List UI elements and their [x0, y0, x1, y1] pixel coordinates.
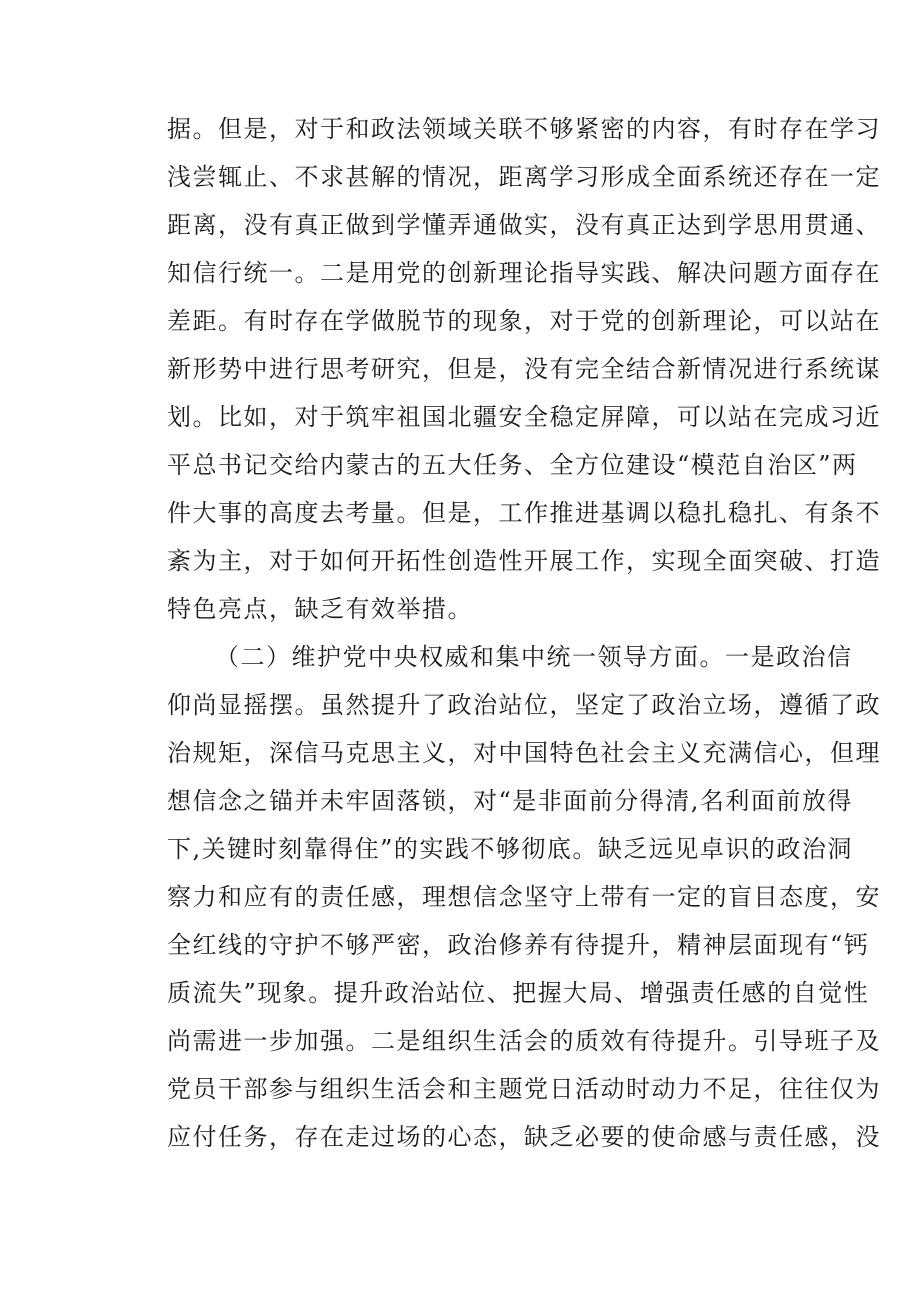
- section-heading-line: （二）维护党中央权威和集中统一领导方面。一是政治信: [215, 643, 853, 671]
- text-line: 质流失”现象。提升政治站位、把握大局、增强责任感的自觉性: [167, 979, 870, 1007]
- text-line: 尚需进一步加强。二是组织生活会的质效有待提升。引导班子及: [167, 1027, 881, 1055]
- text-line: 据。但是，对于和政法领域关联不够紧密的内容，有时存在学习: [167, 115, 881, 143]
- text-line: 紊为主，对于如何开拓性创造性开展工作，实现全面突破、打造: [167, 547, 881, 575]
- text-line: 仰尚显摇摆。虽然提升了政治站位，坚定了政治立场，遵循了政: [167, 691, 881, 719]
- text-line: 治规矩，深信马克思主义，对中国特色社会主义充满信心，但理: [167, 739, 881, 767]
- text-line: 全红线的守护不够严密，政治修养有待提升，精神层面现有“钙: [167, 931, 870, 959]
- text-line: 想信念之锚并未牢固落锁，对“是非面前分得清,名利面前放得: [167, 787, 853, 815]
- text-line: 差距。有时存在学做脱节的现象，对于党的创新理论，可以站在: [167, 307, 881, 335]
- text-line: 知信行统一。二是用党的创新理论指导实践、解决问题方面存在: [167, 259, 881, 287]
- text-line: 距离，没有真正做到学懂弄通做实，没有真正达到学思用贯通、: [167, 211, 881, 239]
- text-line: 件大事的高度去考量。但是，工作推进基调以稳扎稳扎、有条不: [167, 499, 881, 527]
- text-line: 浅尝辄止、不求甚解的情况，距离学习形成全面系统还存在一定: [167, 163, 881, 191]
- text-line: 平总书记交给内蒙古的五大任务、全方位建设“模范自治区”两: [167, 451, 858, 479]
- text-line: 新形势中进行思考研究，但是，没有完全结合新情况进行系统谋: [167, 355, 881, 383]
- text-line: 划。比如，对于筑牢祖国北疆安全稳定屏障，可以站在完成习近: [167, 403, 881, 431]
- text-line: 特色亮点，缺乏有效举措。: [167, 595, 473, 623]
- text-line: 党员干部参与组织生活会和主题党日活动时动力不足，往往仅为: [167, 1075, 881, 1103]
- text-line: 察力和应有的责任感，理想信念坚守上带有一定的盲目态度，安: [167, 883, 881, 911]
- text-line: 应付任务，存在走过场的心态，缺乏必要的使命感与责任感，没: [167, 1123, 881, 1151]
- text-line: 下,关键时刻靠得住”的实践不够彻底。缺乏远见卓识的政治洞: [167, 835, 853, 863]
